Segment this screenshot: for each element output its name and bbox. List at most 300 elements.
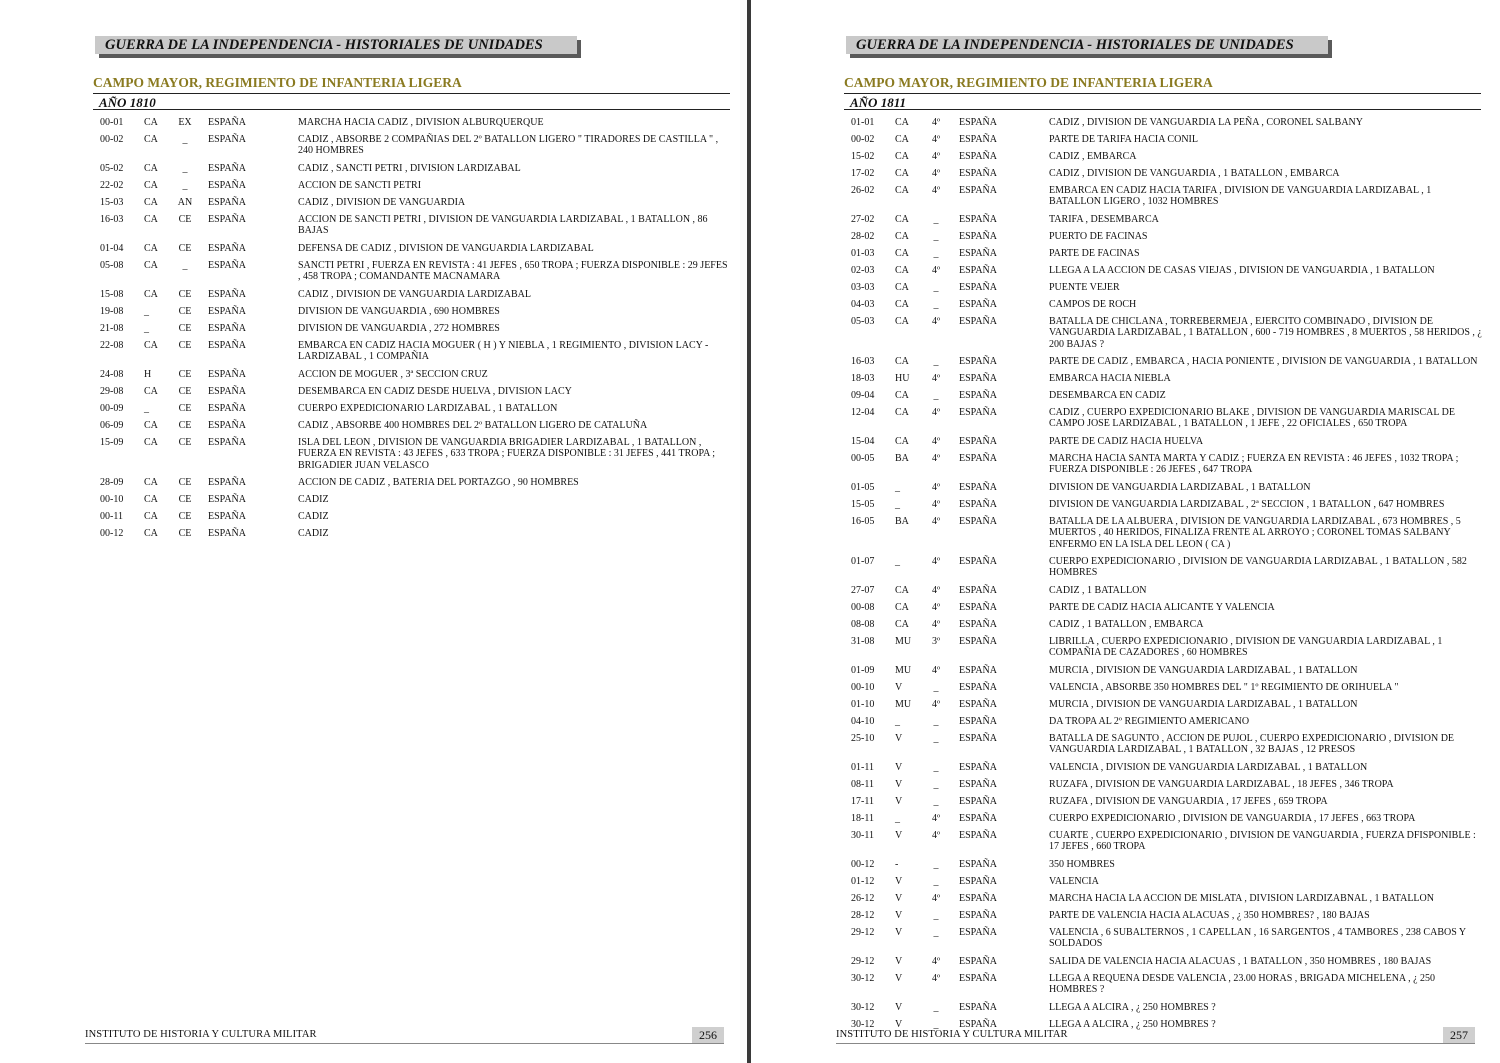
entry-province: CA (144, 289, 158, 300)
entry-province: MU (895, 665, 912, 676)
entry-country: ESPAÑA (959, 1002, 997, 1013)
entry-unit-code: 4º (931, 516, 941, 527)
entry-date: 01-05 (851, 482, 875, 493)
entry-province: _ (895, 556, 900, 567)
entry-description: CUARTE , CUERPO EXPEDICIONARIO , DIVISION DE VANGUARDIA , FUERZA DFISPONIBLE : 17 JEFES , 660 TROPA (1049, 830, 1476, 853)
entry-country: ESPAÑA (959, 214, 997, 225)
table-row (851, 636, 1483, 665)
entry-date: 00-09 (100, 403, 124, 414)
table-row (851, 231, 1483, 248)
entry-description: CADIZ , SANCTI PETRI , DIVISION LARDIZABAL (298, 163, 521, 174)
entry-date: 04-10 (851, 716, 875, 727)
entry-date: 02-03 (851, 265, 875, 276)
entry-date: 16-03 (851, 356, 875, 367)
entry-date: 17-02 (851, 168, 875, 179)
entry-province: H (144, 369, 152, 380)
entry-province: CA (144, 340, 158, 351)
entry-province: V (895, 733, 903, 744)
entry-description: CADIZ , ABSORBE 2 COMPAÑIAS DEL 2º BATALLON LIGERO " TIRADORES DE CASTILLA " , 240 HOMBRES (298, 134, 719, 157)
table-row (100, 369, 730, 386)
entry-province: V (895, 973, 903, 984)
entry-unit-code: CE (178, 340, 192, 351)
table-row (851, 316, 1483, 356)
entry-description: PUENTE VEJER (1049, 282, 1120, 293)
entry-unit-code: CE (178, 403, 192, 414)
entry-province: MU (895, 699, 912, 710)
entry-date: 28-09 (100, 477, 124, 488)
entry-description: ISLA DEL LEON , DIVISION DE VANGUARDIA BRIGADIER LARDIZABAL , 1 BATALLON , FUERZA EN REVISTA : 43 JEFES , 633 TROPA ; FUERZA DISPONIBLE : 31 JEFES , 441 TROPA ; BRIGADIER JUAN VELASCO (298, 437, 716, 471)
left-page (0, 0, 747, 1063)
entry-country: ESPAÑA (959, 516, 997, 527)
entry-unit-code: _ (933, 716, 939, 727)
table-row (100, 494, 730, 511)
table-row (851, 927, 1483, 956)
entry-country: ESPAÑA (959, 927, 997, 938)
entry-country: ESPAÑA (208, 197, 246, 208)
entry-date: 28-12 (851, 910, 875, 921)
entry-description: PARTE DE CADIZ HACIA HUELVA (1049, 436, 1204, 447)
table-row (851, 117, 1483, 134)
entry-date: 00-01 (100, 117, 124, 128)
entry-country: ESPAÑA (208, 134, 246, 145)
entry-description: LLEGA A REQUENA DESDE VALENCIA , 23.00 HORAS , BRIGADA MICHELENA , ¿ 250 HOMBRES ? (1049, 973, 1436, 996)
entry-country: ESPAÑA (959, 910, 997, 921)
entry-date: 24-08 (100, 369, 124, 380)
entry-description: LLEGA A LA ACCION DE CASAS VIEJAS , DIVISION DE VANGUARDIA , 1 BATALLON (1049, 265, 1435, 276)
entry-province: BA (895, 516, 909, 527)
table-row (851, 682, 1483, 699)
entry-date: 22-02 (100, 180, 124, 191)
entry-province: CA (144, 197, 158, 208)
entry-date: 26-02 (851, 185, 875, 196)
entry-description: VALENCIA , DIVISION DE VANGUARDIA LARDIZABAL , 1 BATALLON (1049, 762, 1368, 773)
table-row (851, 214, 1483, 231)
table-row (851, 373, 1483, 390)
table-row (100, 420, 730, 437)
entry-description: CADIZ , 1 BATALLON , EMBARCA (1049, 619, 1204, 630)
entry-province: CA (895, 407, 909, 418)
entry-description: EMBARCA EN CADIZ HACIA MOGUER ( H ) Y NIEBLA , 1 REGIMIENTO , DIVISION LACY - LARDIZABAL , 1 COMPAÑIA (298, 340, 709, 363)
entry-description: DIVISION DE VANGUARDIA LARDIZABAL , 1 BATALLON (1049, 482, 1311, 493)
entry-date: 15-09 (100, 437, 124, 448)
entry-description: DIVISION DE VANGUARDIA , 272 HOMBRES (298, 323, 500, 334)
table-row (851, 699, 1483, 716)
entry-description: EMBARCA EN CADIZ HACIA TARIFA , DIVISION DE VANGUARDIA LARDIZABAL , 1 BATALLON LIGERO , 1032 HOMBRES (1049, 185, 1432, 208)
entry-unit-code: 4º (931, 482, 941, 493)
entry-country: ESPAÑA (208, 117, 246, 128)
entry-country: ESPAÑA (959, 499, 997, 510)
entry-country: ESPAÑA (959, 390, 997, 401)
table-row (851, 436, 1483, 453)
entry-unit-code: _ (933, 876, 939, 887)
entry-country: ESPAÑA (959, 636, 997, 647)
entry-description: CADIZ (298, 494, 329, 505)
table-row (851, 499, 1483, 516)
entry-country: ESPAÑA (959, 556, 997, 567)
entry-unit-code: 4º (931, 973, 941, 984)
entry-province: V (895, 893, 903, 904)
table-row (100, 386, 730, 403)
entry-date: 30-12 (851, 973, 875, 984)
entry-province: CA (895, 151, 909, 162)
entry-province: CA (895, 168, 909, 179)
entry-description: RUZAFA , DIVISION DE VANGUARDIA LARDIZABAL , 18 JEFES , 346 TROPA (1049, 779, 1394, 790)
entry-unit-code: CE (178, 306, 192, 317)
entry-country: ESPAÑA (208, 386, 246, 397)
entry-unit-code: _ (933, 282, 939, 293)
entry-unit-code: _ (933, 390, 939, 401)
table-row (851, 134, 1483, 151)
table-row (100, 511, 730, 528)
table-row (851, 407, 1483, 436)
entry-unit-code: _ (933, 299, 939, 310)
entry-unit-code: CE (178, 494, 192, 505)
entry-province: V (895, 682, 903, 693)
table-row (851, 602, 1483, 619)
entry-date: 01-10 (851, 699, 875, 710)
entry-description: ACCION DE CADIZ , BATERIA DEL PORTAZGO , 90 HOMBRES (298, 477, 579, 488)
entry-date: 01-01 (851, 117, 875, 128)
table-row (100, 197, 730, 214)
entry-country: ESPAÑA (959, 299, 997, 310)
entry-country: ESPAÑA (959, 716, 997, 727)
unit-title: CAMPO MAYOR, REGIMIENTO DE INFANTERIA LIGERA (844, 75, 1213, 90)
entry-province: CA (144, 477, 158, 488)
entry-country: ESPAÑA (959, 779, 997, 790)
entry-country: ESPAÑA (959, 665, 997, 676)
entry-date: 27-02 (851, 214, 875, 225)
entry-date: 08-08 (851, 619, 875, 630)
entry-description: CUERPO EXPEDICIONARIO , DIVISION DE VANGUARDIA , 17 JEFES , 663 TROPA (1049, 813, 1416, 824)
entry-unit-code: 3º (931, 636, 941, 647)
entry-date: 17-11 (851, 796, 874, 807)
banner-title: GUERRA DE LA INDEPENDENCIA - HISTORIALES DE UNIDADES (95, 36, 577, 54)
entry-country: ESPAÑA (208, 323, 246, 334)
footer-rule (836, 1043, 1475, 1044)
entry-date: 00-08 (851, 602, 875, 613)
entry-country: ESPAÑA (208, 437, 246, 448)
entry-unit-code: _ (182, 163, 188, 174)
table-row (851, 282, 1483, 299)
entry-country: ESPAÑA (959, 699, 997, 710)
entry-unit-code: 4º (931, 151, 941, 162)
entry-province: _ (895, 482, 900, 493)
entry-unit-code: _ (933, 1002, 939, 1013)
table-row (851, 876, 1483, 893)
entry-province: CA (895, 316, 909, 327)
table-row (100, 403, 730, 420)
table-row (851, 973, 1483, 1002)
table-row (851, 482, 1483, 499)
entry-province: _ (895, 716, 900, 727)
entry-province: _ (895, 499, 900, 510)
entry-description: PARTE DE CADIZ , EMBARCA , HACIA PONIENTE , DIVISION DE VANGUARDIA , 1 BATALLON (1049, 356, 1478, 367)
year-label: AÑO 1811 (850, 95, 906, 110)
entry-date: 00-05 (851, 453, 875, 464)
entry-unit-code: 4º (931, 316, 941, 327)
entry-description: PARTE DE VALENCIA HACIA ALACUAS , ¿ 350 HOMBRES? , 180 BAJAS (1049, 910, 1370, 921)
entry-date: 00-12 (851, 859, 875, 870)
entry-unit-code: _ (933, 733, 939, 744)
entry-province: CA (144, 528, 158, 539)
entry-unit-code: CE (178, 214, 192, 225)
banner-title: GUERRA DE LA INDEPENDENCIA - HISTORIALES DE UNIDADES (846, 36, 1328, 54)
entry-date: 12-04 (851, 407, 875, 418)
entry-unit-code: _ (933, 1019, 939, 1030)
table-row (851, 796, 1483, 813)
entry-description: CADIZ (298, 511, 329, 522)
table-row (851, 813, 1483, 830)
entry-country: ESPAÑA (959, 117, 997, 128)
entry-province: CA (895, 214, 909, 225)
entry-country: ESPAÑA (208, 477, 246, 488)
entry-unit-code: EX (178, 117, 192, 128)
entry-description: LLEGA A ALCIRA , ¿ 250 HOMBRES ? (1049, 1019, 1216, 1030)
page-number: 257 (1443, 1027, 1475, 1043)
table-row (851, 516, 1483, 556)
entry-country: ESPAÑA (959, 1019, 997, 1030)
entry-unit-code: _ (933, 927, 939, 938)
entry-province: CA (895, 282, 909, 293)
footer-institution: INSTITUTO DE HISTORIA Y CULTURA MILITAR (85, 1029, 317, 1040)
entry-province: CA (144, 180, 158, 191)
entry-country: ESPAÑA (208, 306, 246, 317)
entry-province: BA (895, 453, 909, 464)
entry-unit-code: 4º (931, 893, 941, 904)
entry-description: PARTE DE CADIZ HACIA ALICANTE Y VALENCIA (1049, 602, 1275, 613)
entry-description: MARCHA HACIA CADIZ , DIVISION ALBURQUERQUE (298, 117, 544, 128)
entry-province: CA (895, 390, 909, 401)
entry-date: 01-03 (851, 248, 875, 259)
table-row (851, 151, 1483, 168)
entry-date: 28-02 (851, 231, 875, 242)
table-row (100, 134, 730, 163)
entry-date: 29-08 (100, 386, 124, 397)
footer-institution: INSTITUTO DE HISTORIA Y CULTURA MILITAR (836, 1029, 1068, 1040)
entry-unit-code: 4º (931, 585, 941, 596)
entry-unit-code: _ (933, 682, 939, 693)
entry-date: 30-12 (851, 1002, 875, 1013)
entry-description: PUERTO DE FACINAS (1049, 231, 1148, 242)
entry-province: CA (895, 231, 909, 242)
entry-unit-code: 4º (931, 168, 941, 179)
entry-province: V (895, 762, 903, 773)
entry-date: 15-08 (100, 289, 124, 300)
right-page (751, 0, 1498, 1063)
entry-unit-code: 4º (931, 499, 941, 510)
entry-province: CA (144, 260, 158, 271)
entry-country: ESPAÑA (208, 511, 246, 522)
entry-description: MARCHA HACIA SANTA MARTA Y CADIZ ; FUERZA EN REVISTA : 46 JEFES , 1032 TROPA ; FUERZA DISPONIBLE : 26 JEFES , 647 TROPA (1049, 453, 1459, 476)
entry-date: 09-04 (851, 390, 875, 401)
entry-unit-code: AN (177, 197, 193, 208)
entry-country: ESPAÑA (208, 289, 246, 300)
entry-description: BATALLA DE CHICLANA , TORREBERMEJA , EJERCITO COMBINADO , DIVISION DE VANGUARDIA LARDIZABAL , 1 BATALLON , 600 - 719 HOMBRES , 8 MUERTOS , 58 HERIDOS , ¿ 200 BAJAS ? (1049, 316, 1482, 350)
entry-description: DESEMBARCA EN CADIZ DESDE HUELVA , DIVISION LACY (298, 386, 572, 397)
table-row (100, 323, 730, 340)
table-row (851, 762, 1483, 779)
entry-country: ESPAÑA (959, 876, 997, 887)
table-row (851, 859, 1483, 876)
entry-date: 01-04 (100, 243, 124, 254)
entry-date: 05-03 (851, 316, 875, 327)
entry-date: 01-07 (851, 556, 875, 567)
entry-country: ESPAÑA (208, 369, 246, 380)
entry-date: 29-12 (851, 956, 875, 967)
entry-country: ESPAÑA (959, 231, 997, 242)
entry-province: CA (895, 265, 909, 276)
entry-province: CA (144, 511, 158, 522)
table-row (100, 214, 730, 243)
entry-description: MURCIA , DIVISION DE VANGUARDIA LARDIZABAL , 1 BATALLON (1049, 665, 1358, 676)
entry-province: V (895, 779, 903, 790)
table-row (851, 1002, 1483, 1019)
table-row (100, 243, 730, 260)
entry-unit-code: 4º (931, 830, 941, 841)
table-row (851, 665, 1483, 682)
table-row (100, 437, 730, 477)
entry-description: CADIZ , 1 BATALLON (1049, 585, 1147, 596)
table-row (851, 893, 1483, 910)
entry-country: ESPAÑA (208, 180, 246, 191)
table-row (851, 779, 1483, 796)
table-row (851, 910, 1483, 927)
entry-province: CA (895, 585, 909, 596)
entry-description: 350 HOMBRES (1049, 859, 1115, 870)
entry-description: CUERPO EXPEDICIONARIO , DIVISION DE VANGUARDIA LARDIZABAL , 1 BATALLON , 582 HOMBRES (1049, 556, 1467, 579)
entry-description: SALIDA DE VALENCIA HACIA ALACUAS , 1 BATALLON , 350 HOMBRES , 180 BAJAS (1049, 956, 1432, 967)
entry-unit-code: _ (182, 260, 188, 271)
entry-date: 21-08 (100, 323, 124, 334)
entry-description: CADIZ , DIVISION DE VANGUARDIA , 1 BATALLON , EMBARCA (1049, 168, 1340, 179)
entry-date: 00-11 (100, 511, 123, 522)
entry-country: ESPAÑA (208, 340, 246, 351)
entry-unit-code: _ (933, 248, 939, 259)
entry-province: CA (895, 248, 909, 259)
entry-province: V (895, 1002, 903, 1013)
entry-date: 06-09 (100, 420, 124, 431)
entry-country: ESPAÑA (959, 151, 997, 162)
entry-description: CADIZ , DIVISION DE VANGUARDIA (298, 197, 466, 208)
entry-date: 15-05 (851, 499, 875, 510)
entry-country: ESPAÑA (959, 282, 997, 293)
entry-date: 04-03 (851, 299, 875, 310)
entry-country: ESPAÑA (959, 482, 997, 493)
entry-unit-code: 4º (931, 453, 941, 464)
entry-unit-code: 4º (931, 134, 941, 145)
table-row (100, 477, 730, 494)
table-row (100, 260, 730, 289)
entry-province: CA (144, 134, 158, 145)
entry-country: ESPAÑA (959, 813, 997, 824)
footer-rule (85, 1043, 724, 1044)
entry-province: - (895, 859, 899, 870)
entry-description: EMBARCA HACIA NIEBLA (1049, 373, 1171, 384)
entry-unit-code: _ (933, 859, 939, 870)
entry-unit-code: 4º (931, 665, 941, 676)
entry-province: _ (144, 306, 149, 317)
entry-province: CA (144, 386, 158, 397)
table-row (100, 340, 730, 369)
entry-country: ESPAÑA (208, 420, 246, 431)
entry-description: CUERPO EXPEDICIONARIO LARDIZABAL , 1 BATALLON (298, 403, 558, 414)
entry-country: ESPAÑA (959, 356, 997, 367)
entry-province: _ (144, 323, 149, 334)
entry-province: CA (895, 619, 909, 630)
entry-date: 18-11 (851, 813, 874, 824)
entry-country: ESPAÑA (959, 248, 997, 259)
table-row (851, 716, 1483, 733)
table-row (851, 956, 1483, 973)
entry-date: 16-05 (851, 516, 875, 527)
entry-date: 03-03 (851, 282, 875, 293)
table-row (100, 528, 730, 545)
entry-province: CA (144, 437, 158, 448)
table-row (100, 163, 730, 180)
entry-unit-code: 4º (931, 556, 941, 567)
table-row (100, 180, 730, 197)
entry-province: CA (895, 185, 909, 196)
entry-country: ESPAÑA (959, 733, 997, 744)
entry-unit-code: CE (178, 511, 192, 522)
entry-date: 29-12 (851, 927, 875, 938)
entry-country: ESPAÑA (959, 453, 997, 464)
entry-country: ESPAÑA (959, 682, 997, 693)
entry-unit-code: 4º (931, 619, 941, 630)
entry-unit-code: _ (182, 180, 188, 191)
entry-date: 26-12 (851, 893, 875, 904)
entry-country: ESPAÑA (208, 260, 246, 271)
entry-province: CA (895, 117, 909, 128)
entry-description: VALENCIA , 6 SUBALTERNOS , 1 CAPELLAN , 16 SARGENTOS , 4 TAMBORES , 238 CABOS Y SOLDADOS (1049, 927, 1466, 950)
entry-description: TARIFA , DESEMBARCA (1049, 214, 1159, 225)
table-row (851, 390, 1483, 407)
entry-province: CA (895, 134, 909, 145)
entry-country: ESPAÑA (959, 762, 997, 773)
entry-date: 00-02 (851, 134, 875, 145)
entry-country: ESPAÑA (208, 528, 246, 539)
entry-province: CA (144, 494, 158, 505)
table-row (851, 619, 1483, 636)
entry-unit-code: 4º (931, 699, 941, 710)
chronology-list (851, 117, 1483, 1036)
entry-description: CADIZ , ABSORBE 400 HOMBRES DEL 2º BATALLON LIGERO DE CATALUÑA (298, 420, 648, 431)
entry-unit-code: 4º (931, 956, 941, 967)
entry-country: ESPAÑA (959, 796, 997, 807)
entry-description: ACCION DE MOGUER , 3ª SECCION CRUZ (298, 369, 488, 380)
entry-country: ESPAÑA (959, 265, 997, 276)
entry-description: ACCION DE SANCTI PETRI , DIVISION DE VANGUARDIA LARDIZABAL , 1 BATALLON , 86 BAJAS (298, 214, 708, 237)
unit-title: CAMPO MAYOR, REGIMIENTO DE INFANTERIA LIGERA (93, 75, 462, 90)
table-row (851, 453, 1483, 482)
entry-date: 01-11 (851, 762, 874, 773)
entry-unit-code: 4º (931, 185, 941, 196)
entry-date: 01-09 (851, 665, 875, 676)
entry-description: SANCTI PETRI , FUERZA EN REVISTA : 41 JEFES , 650 TROPA ; FUERZA DISPONIBLE : 29 JEFES , 458 TROPA ; COMANDANTE MACNAMARA (298, 260, 728, 283)
entry-date: 30-11 (851, 830, 874, 841)
entry-country: ESPAÑA (959, 185, 997, 196)
table-row (851, 356, 1483, 373)
entry-description: CADIZ (298, 528, 329, 539)
entry-date: 01-12 (851, 876, 875, 887)
entry-province: CA (144, 243, 158, 254)
entry-date: 15-03 (100, 197, 124, 208)
entry-province: CA (895, 602, 909, 613)
entry-province: V (895, 1019, 903, 1030)
entry-unit-code: _ (933, 762, 939, 773)
year-label: AÑO 1810 (99, 95, 156, 110)
entry-country: ESPAÑA (959, 602, 997, 613)
